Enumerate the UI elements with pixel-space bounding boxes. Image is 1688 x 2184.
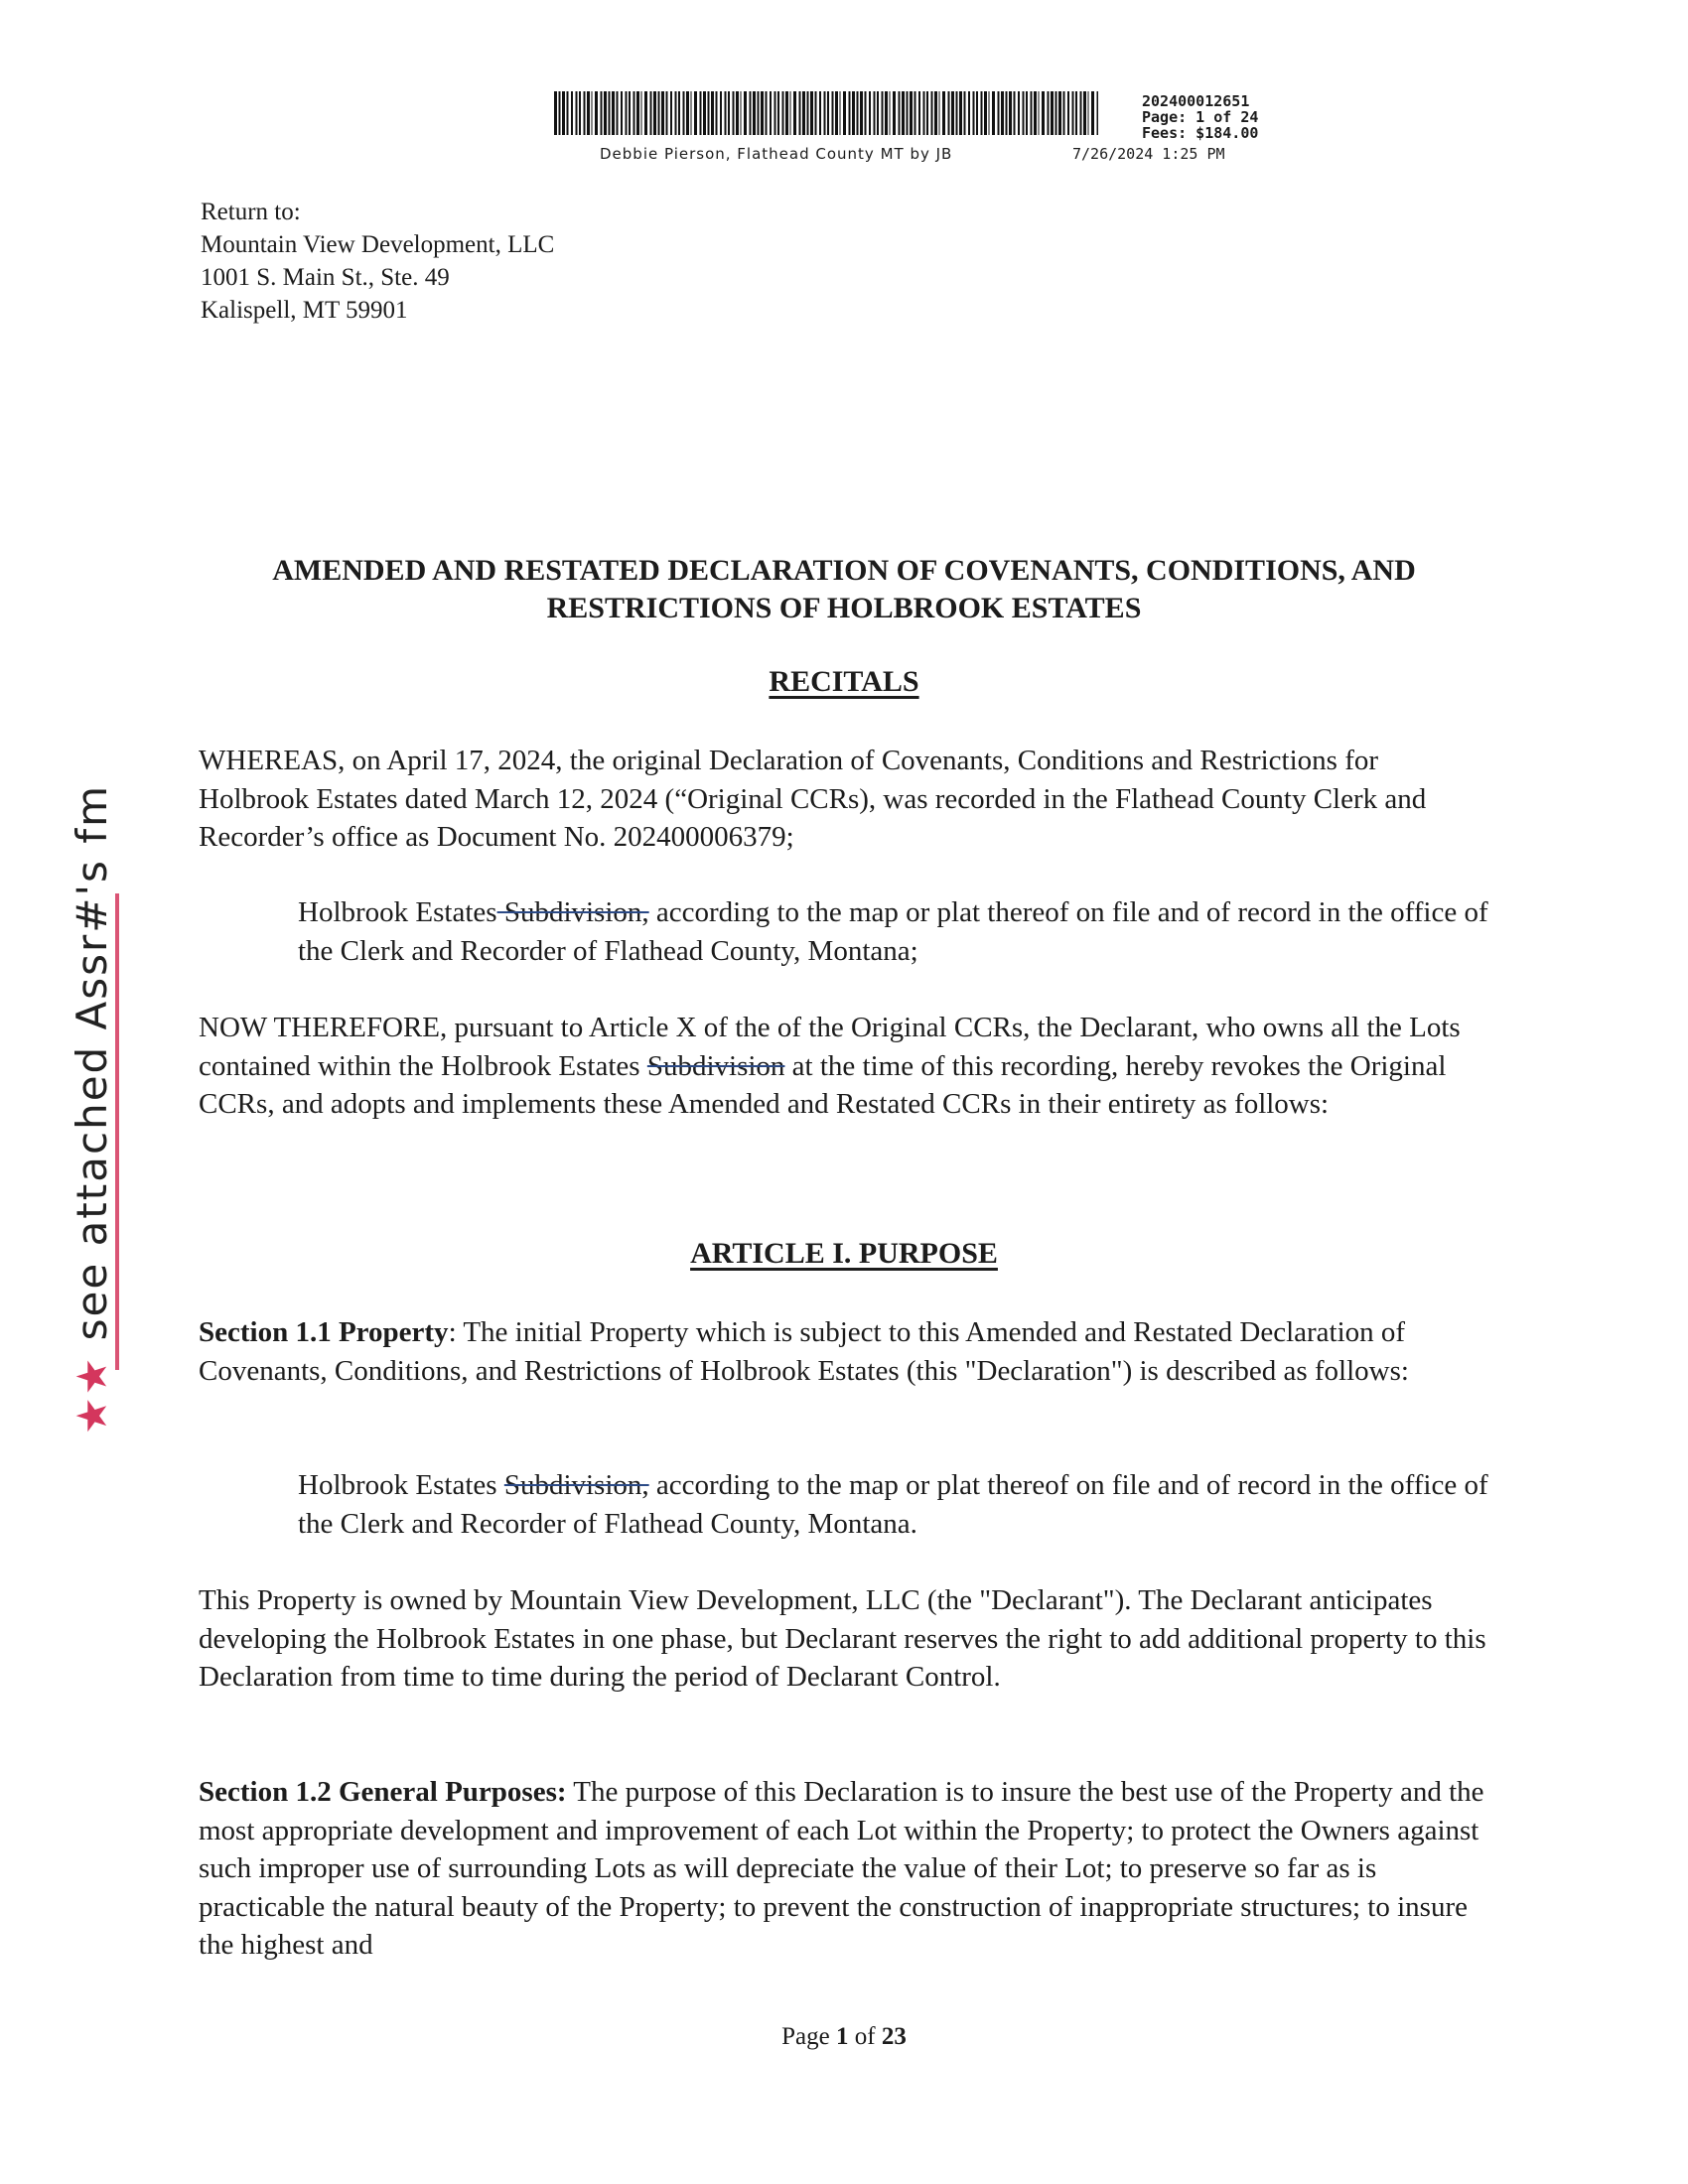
barcode-bar [1051, 91, 1054, 135]
barcode-bar [650, 91, 652, 135]
barcode-bar [1026, 91, 1028, 135]
barcode-bar [612, 91, 615, 135]
barcode-bar [907, 91, 909, 135]
page-footer [199, 2023, 1489, 2051]
barcode-bar [711, 91, 714, 135]
barcode-bar [793, 91, 796, 135]
barcode-bar [840, 91, 841, 135]
barcode-bar [852, 91, 855, 135]
barcode-bar [1031, 91, 1033, 135]
barcode-bar [910, 91, 913, 135]
now-text-b: at the time of this recording, hereby revokes the Original CCRs, and adopts and implements these Amended and Restated CCRs in their entirety as follows: [199, 1049, 1447, 1120]
margin-stars: ★★ [68, 1355, 116, 1434]
barcode-bar [877, 91, 879, 135]
barcode-bar [807, 91, 809, 135]
barcode-bar [948, 91, 950, 135]
barcode-bar [843, 91, 846, 135]
footer-page-number: 1 [836, 2023, 849, 2050]
barcode-bar [1072, 91, 1074, 135]
barcode-bar [1097, 91, 1099, 135]
whereas-paragraph: WHEREAS, on April 17, 2024, the original Declaration of Covenants, Conditions and Restrictions for Holbrook Estates dated March 12, 2024 (“Original CCRs), was recorded in the Flathead County Clerk and Recorder’s office as Document No. 202400006379; [199, 745, 1427, 853]
stamp-recorder: Debbie Pierson, Flathead County MT by JB [600, 145, 953, 163]
barcode-bar [1014, 91, 1016, 135]
barcode-bar [708, 91, 710, 135]
barcode-bar [761, 91, 764, 135]
barcode-bar [1055, 91, 1057, 135]
stamp-datetime: 7/26/2024 1:25 PM [1072, 145, 1225, 163]
barcode-bar [675, 91, 677, 135]
legal2-text-b: according to the map or plat thereof on file and of record in the office of the Clerk and Recorder of Flathead County, Montana. [298, 1469, 1488, 1540]
legal1-text-b: according to the map or plat thereof on file and of record in the office of the Clerk and Recorder of Flathead County, Montana; [298, 896, 1488, 967]
barcode-bar [694, 91, 697, 135]
barcode-bar [661, 91, 664, 135]
barcode-bar [554, 91, 557, 135]
barcode-bar [989, 91, 990, 135]
barcode-bar [824, 91, 826, 135]
footer-of-word: of [848, 2023, 882, 2050]
barcode-bar [959, 91, 962, 135]
barcode-bar [562, 91, 565, 135]
section-1-1-label: Section 1.1 Property [199, 1316, 449, 1348]
barcode-bar [736, 91, 739, 135]
barcode-bar [1083, 91, 1086, 135]
barcode-bar [621, 91, 623, 135]
barcode-bar [626, 91, 628, 135]
barcode-bar [686, 91, 689, 135]
barcode-bar [885, 91, 888, 135]
barcode-bar [1088, 91, 1089, 135]
article-1-heading: ARTICLE I. PURPOSE [690, 1237, 998, 1270]
barcode-bar [653, 91, 656, 135]
barcode-bar [758, 91, 760, 135]
margin-note-text: see attached Assr#'s fm [68, 784, 116, 1356]
barcode-bar [984, 91, 987, 135]
title-line-2: RESTRICTIONS OF HOLBROOK ESTATES [546, 592, 1142, 624]
barcode-bar [716, 91, 718, 135]
barcode-bar [571, 91, 573, 135]
barcode-bar [766, 91, 768, 135]
barcode-bar [1039, 91, 1040, 135]
barcode-bar [559, 91, 561, 135]
legal1-text-a: Holbrook Estates [298, 896, 497, 928]
barcode-bar [882, 91, 884, 135]
barcode-bar [604, 91, 607, 135]
footer-page-total: 23 [881, 2023, 907, 2050]
barcode-bar [733, 91, 735, 135]
barcode-bar [926, 91, 928, 135]
barcode-bar [934, 91, 937, 135]
barcode-bar [942, 91, 945, 135]
barcode-bar [744, 91, 747, 135]
barcode-bar [992, 91, 995, 135]
barcode-bar [914, 91, 916, 135]
barcode-bar [1006, 91, 1008, 135]
section-1-2-label: Section 1.2 General Purposes: [199, 1776, 567, 1808]
legal2-text-a: Holbrook Estates [298, 1469, 504, 1501]
barcode-bar [617, 91, 619, 135]
barcode-bar [973, 91, 975, 135]
barcode-bar [819, 91, 821, 135]
barcode-bar [1075, 91, 1077, 135]
barcode-bar [865, 91, 867, 135]
barcode-bar [703, 91, 706, 135]
now-therefore-paragraph [199, 1009, 1489, 1124]
barcode-bar [609, 91, 611, 135]
barcode-bar [584, 91, 586, 135]
barcode-bar [595, 91, 598, 135]
barcode-bar [666, 91, 668, 135]
barcode-bar [567, 91, 569, 135]
barcode-bar [741, 91, 742, 135]
barcode-bar [1063, 91, 1065, 135]
stamp-fees: Fees: $184.00 [1142, 124, 1259, 142]
barcode-bar [658, 91, 660, 135]
barcode-bar [750, 91, 752, 135]
barcode-bar [832, 91, 834, 135]
barcode-bar [802, 91, 805, 135]
barcode-bar [720, 91, 722, 135]
barcode-bar [923, 91, 925, 135]
barcode-bar [728, 91, 730, 135]
barcode-bar [1067, 91, 1069, 135]
barcode-bar [799, 91, 801, 135]
section-1-2-text: The purpose of this Declaration is to insure the best use of the Property and the most appropriate development and improvement of each Lot within the Property; to protect the Owners against such improper use of surrounding Lots as will depreciate the value of their Lot; to preserve so far as is practicable the natural beauty of the Property; to prevent the construction of inappropriate structures; to insure the highest and [199, 1776, 1484, 1961]
legal-description-2 [298, 1466, 1489, 1543]
stamp-page-count: Page: 1 of 24 [1142, 108, 1259, 126]
barcode-bar [827, 91, 829, 135]
barcode-bar [939, 91, 940, 135]
return-label: Return to: [201, 199, 301, 225]
return-city: Kalispell, MT 59901 [201, 297, 408, 324]
barcode-bar [1058, 91, 1061, 135]
barcode-bar [641, 91, 642, 135]
legal1-strike: Subdivision, [496, 896, 649, 928]
section-1-1-text: : The initial Property which is subject to this Amended and Restated Declaration of Covenants, Conditions, and Restrictions of Holbrook Estates (this "Declaration") is described as follows: [199, 1316, 1409, 1387]
barcode-bar [968, 91, 970, 135]
barcode-bar [683, 91, 685, 135]
footer-page-word: Page [781, 2023, 837, 2050]
section-1-1 [199, 1313, 1489, 1390]
barcode-bar [700, 91, 702, 135]
recording-stamp-meta [1142, 93, 1258, 141]
barcode-bar [918, 91, 920, 135]
return-address [201, 196, 554, 327]
document-number: 202400012651 [1142, 92, 1250, 110]
barcode-bar [815, 91, 817, 135]
return-name: Mountain View Development, LLC [201, 231, 555, 258]
barcode-bar [890, 91, 891, 135]
barcode-bar [592, 91, 593, 135]
owned-by-paragraph: This Property is owned by Mountain View Development, LLC (the "Declarant"). The Declarant anticipates developing the Holbrook Estates in one phase, but Declarant reserves the right to add additional property to this Declaration from time to time during the period of Declarant Control. [199, 1584, 1486, 1693]
recording-barcode [554, 91, 1098, 135]
barcode-bar [860, 91, 863, 135]
barcode-bar [869, 91, 871, 135]
barcode-bar [951, 91, 954, 135]
barcode-bar [644, 91, 647, 135]
barcode-bar [579, 91, 581, 135]
barcode-bar [1001, 91, 1004, 135]
barcode-bar [981, 91, 983, 135]
barcode-bar [976, 91, 978, 135]
now-strike: Subdivision [646, 1049, 785, 1082]
barcode-bar [629, 91, 631, 135]
return-street: 1001 S. Main St., Ste. 49 [201, 264, 450, 291]
barcode-bar [1034, 91, 1037, 135]
barcode-bar [601, 91, 603, 135]
barcode-bar [785, 91, 788, 135]
barcode-bar [893, 91, 896, 135]
barcode-bar [770, 91, 772, 135]
section-1-2 [199, 1773, 1489, 1965]
barcode-bar [678, 91, 680, 135]
barcode-bar [1009, 91, 1012, 135]
barcode-bar [636, 91, 639, 135]
barcode-bar [725, 91, 727, 135]
barcode-bar [874, 91, 876, 135]
barcode-bar [753, 91, 756, 135]
barcode-bar [782, 91, 784, 135]
barcode-bar [857, 91, 859, 135]
barcode-bar [998, 91, 1000, 135]
legal2-strike: Subdivision, [503, 1469, 649, 1501]
barcode-bar [849, 91, 851, 135]
barcode-bar [1018, 91, 1020, 135]
barcode-bar [956, 91, 958, 135]
barcode-bar [964, 91, 966, 135]
barcode-bar [1091, 91, 1094, 135]
barcode-bar [774, 91, 776, 135]
barcode-bar [1042, 91, 1045, 135]
barcode-bar [810, 91, 813, 135]
barcode-bar [1080, 91, 1082, 135]
barcode-bar [835, 91, 838, 135]
barcode-bar [1023, 91, 1025, 135]
barcode-bar [670, 91, 672, 135]
barcode-bar [1048, 91, 1050, 135]
now-text-a: NOW THEREFORE, pursuant to Article X of the of the Original CCRs, the Declarant, who owns all the Lots contained within the Holbrook Estates [199, 1012, 1461, 1082]
handwritten-margin-note [68, 784, 116, 1434]
barcode-bar [931, 91, 933, 135]
recitals-heading: RECITALS [769, 665, 919, 698]
barcode-bar [899, 91, 901, 135]
legal-description-1 [298, 893, 1489, 970]
document-title [199, 552, 1489, 627]
barcode-bar [691, 91, 692, 135]
barcode-bar [587, 91, 590, 135]
barcode-bar [790, 91, 791, 135]
barcode-bar [633, 91, 635, 135]
barcode-bar [777, 91, 779, 135]
barcode-bar [902, 91, 905, 135]
barcode-bar [576, 91, 578, 135]
title-line-1: AMENDED AND RESTATED DECLARATION OF COVENANTS, CONDITIONS, AND [272, 554, 1416, 587]
